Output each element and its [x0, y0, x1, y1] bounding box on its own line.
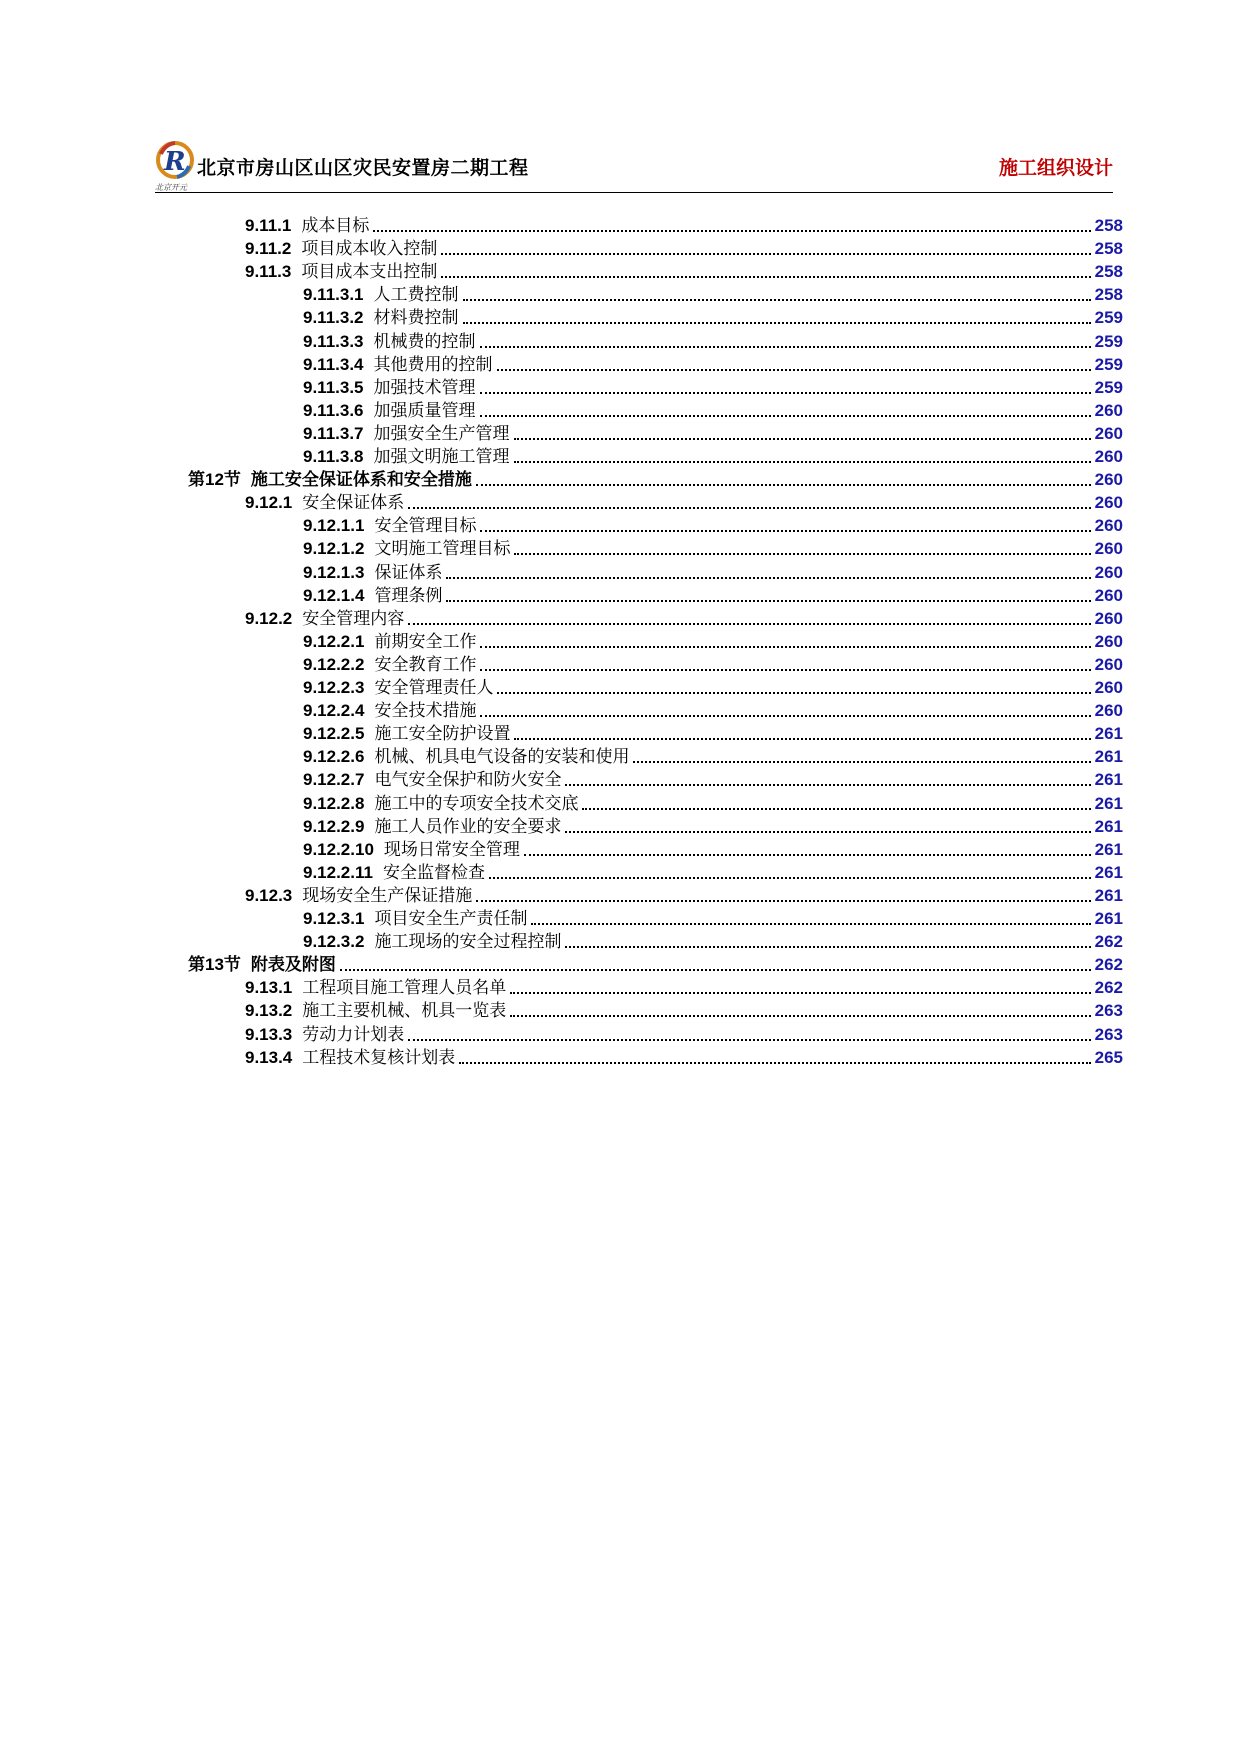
toc-entry-number: 第12节: [188, 470, 241, 490]
toc-entry-title: 安全监督检查: [382, 862, 485, 883]
toc-entry-title: 工程项目施工管理人员名单: [302, 978, 507, 999]
section-title: 施工组织设计: [998, 157, 1113, 179]
toc-entry-title: 项目成本收入控制: [301, 239, 438, 260]
toc-dot-leader: [476, 484, 1091, 486]
toc-entry[interactable]: [303, 653, 1123, 676]
toc-dot-leader: [497, 369, 1091, 371]
toc-entry-page[interactable]: 258: [1094, 216, 1123, 235]
toc-entry-title: 加强文明施工管理: [373, 447, 510, 467]
toc-entry-page[interactable]: 261: [1094, 909, 1123, 928]
toc-entry-page[interactable]: 260: [1094, 562, 1123, 582]
toc-dot-leader: [408, 1039, 1090, 1041]
toc-entry-page[interactable]: 262: [1094, 955, 1123, 975]
toc-entry-title: 项目成本支出控制: [301, 262, 438, 283]
toc-dot-leader: [446, 577, 1090, 579]
toc-entry[interactable]: [245, 214, 1123, 237]
toc-dot-leader: [463, 299, 1091, 301]
toc-entry-number: 9.12.3: [245, 885, 293, 905]
toc-entry-title: 安全保证体系: [302, 493, 405, 514]
toc-dot-leader: [514, 438, 1091, 440]
toc-entry-page[interactable]: 260: [1094, 678, 1123, 697]
toc-entry[interactable]: [303, 722, 1123, 745]
toc-entry[interactable]: [303, 676, 1123, 699]
toc-entry-number: 9.11.3.6: [303, 400, 364, 420]
toc-entry-number: 9.12.2.1: [303, 631, 365, 651]
toc-entry-page[interactable]: 260: [1094, 701, 1123, 721]
toc-dot-leader: [565, 831, 1090, 833]
toc-entry-page[interactable]: 261: [1094, 793, 1123, 813]
toc-entry-page[interactable]: 261: [1094, 724, 1123, 744]
toc-dot-leader: [489, 877, 1091, 879]
toc-entry-number: 9.12.2.11: [303, 862, 373, 882]
toc-entry[interactable]: [303, 584, 1123, 607]
toc-entry[interactable]: [303, 561, 1123, 584]
toc-entry[interactable]: [303, 815, 1123, 838]
toc-entry-page[interactable]: 258: [1094, 285, 1123, 305]
toc-dot-leader: [480, 392, 1091, 394]
toc-entry[interactable]: [245, 1046, 1123, 1069]
toc-dot-leader: [565, 946, 1090, 948]
toc-entry[interactable]: [245, 1023, 1123, 1046]
toc-entry-page[interactable]: 259: [1094, 377, 1123, 397]
toc-entry[interactable]: [303, 445, 1123, 468]
toc-dot-leader: [480, 346, 1091, 348]
toc-entry[interactable]: [303, 838, 1123, 861]
toc-entry-page[interactable]: 265: [1094, 1047, 1123, 1067]
toc-entry-title: 施工安全保证体系和安全措施: [250, 470, 472, 491]
toc-dot-leader: [459, 1062, 1090, 1064]
toc-entry[interactable]: [303, 330, 1123, 353]
toc-entry-number: 9.11.3.7: [303, 423, 364, 443]
toc-entry-number: 9.13.1: [245, 978, 293, 998]
toc-entry-page[interactable]: 261: [1094, 816, 1123, 836]
toc-dot-leader: [441, 276, 1090, 278]
project-title: 北京市房山区山区灾民安置房二期工程: [197, 157, 529, 179]
toc-entry-title: 其他费用的控制: [373, 354, 493, 375]
toc-entry-title: 安全教育工作: [374, 654, 477, 675]
toc-dot-leader: [340, 969, 1091, 971]
toc-entry-number: 9.12.1.4: [303, 585, 365, 605]
toc-entry[interactable]: [303, 630, 1123, 653]
toc-entry[interactable]: [245, 237, 1123, 260]
toc-entry-number: 9.11.3: [245, 262, 292, 282]
toc-entry[interactable]: [303, 353, 1123, 376]
toc-entry-page[interactable]: 260: [1094, 423, 1123, 443]
toc-entry[interactable]: [303, 399, 1123, 422]
toc-entry-title: 保证体系: [374, 562, 443, 583]
toc-dot-leader: [441, 253, 1090, 255]
toc-entry-number: 9.12.2.8: [303, 793, 365, 813]
toc-entry[interactable]: [245, 260, 1123, 283]
toc-entry-title: 加强技术管理: [373, 377, 476, 398]
toc-entry-page[interactable]: 260: [1094, 447, 1123, 466]
toc-entry-page[interactable]: 262: [1094, 932, 1123, 952]
toc-entry-title: 劳动力计划表: [302, 1024, 405, 1045]
toc-dot-leader: [582, 808, 1090, 810]
toc-entry[interactable]: [303, 768, 1123, 791]
toc-entry-title: 人工费控制: [373, 285, 459, 306]
toc-dot-leader: [497, 692, 1090, 694]
toc-entry-number: 9.12.2.7: [303, 770, 365, 790]
toc-entry-page[interactable]: 261: [1094, 747, 1123, 767]
toc-entry-number: 9.12.1.3: [303, 562, 365, 582]
toc-entry-number: 9.12.2.3: [303, 678, 365, 697]
toc-dot-leader: [565, 784, 1090, 786]
toc-entry[interactable]: [303, 930, 1123, 953]
toc-dot-leader: [524, 854, 1091, 856]
company-logo: [155, 140, 195, 192]
toc-entry-page[interactable]: 260: [1094, 608, 1123, 628]
toc-entry-number: 9.12.2.5: [303, 724, 365, 744]
toc-entry-number: 9.12.2.6: [303, 747, 365, 767]
toc-entry-page[interactable]: 260: [1094, 585, 1123, 605]
toc-entry-number: 9.12.2.2: [303, 654, 365, 674]
toc-entry[interactable]: [303, 907, 1123, 930]
toc-entry-page[interactable]: 258: [1094, 239, 1123, 259]
toc-entry-page[interactable]: 260: [1094, 493, 1123, 513]
toc-entry-number: 9.13.2: [245, 1001, 293, 1021]
toc-entry-number: 9.12.3.1: [303, 909, 365, 928]
toc-entry-title: 现场安全生产保证措施: [302, 885, 473, 906]
toc-entry-page[interactable]: 260: [1094, 400, 1123, 420]
toc-entry-page[interactable]: 260: [1094, 539, 1123, 559]
toc-entry[interactable]: [303, 514, 1123, 537]
toc-entry-title: 施工主要机械、机具一览表: [302, 1001, 507, 1022]
toc-entry-title: 施工中的专项安全技术交底: [374, 793, 579, 814]
svg-text:R: R: [164, 147, 186, 177]
toc-entry-title: 加强安全生产管理: [373, 423, 510, 444]
toc-dot-leader: [510, 992, 1090, 994]
toc-entry-page[interactable]: 262: [1094, 978, 1123, 998]
toc-entry-number: 9.11.3.8: [303, 447, 364, 466]
toc-entry[interactable]: [245, 976, 1123, 999]
toc-entry-title: 文明施工管理目标: [374, 539, 511, 560]
toc-dot-leader: [633, 761, 1090, 763]
toc-entry-page[interactable]: 260: [1094, 470, 1123, 490]
toc-dot-leader: [531, 923, 1090, 925]
toc-entry-page[interactable]: 260: [1094, 516, 1123, 536]
toc-entry-title: 安全管理责任人: [374, 678, 494, 698]
toc-dot-leader: [480, 530, 1090, 532]
toc-entry[interactable]: [245, 491, 1123, 514]
toc-entry[interactable]: [303, 422, 1123, 445]
toc-dot-leader: [480, 646, 1090, 648]
toc-entry-title: 施工安全防护设置: [374, 724, 511, 745]
toc-dot-leader: [514, 738, 1090, 740]
toc-entry-title: 机械、机具电气设备的安装和使用: [374, 747, 630, 768]
page-header: [155, 136, 1113, 194]
toc-dot-leader: [408, 507, 1090, 509]
header-divider: [155, 192, 1113, 193]
toc-entry-number: 9.12.2.9: [303, 816, 365, 836]
toc-entry-number: 9.11.3.5: [303, 377, 364, 397]
toc-dot-leader: [514, 553, 1090, 555]
toc-entry[interactable]: [303, 306, 1123, 329]
toc-entry-page[interactable]: 263: [1094, 1024, 1123, 1044]
toc-entry[interactable]: [303, 537, 1123, 560]
toc-entry-title: 成本目标: [301, 216, 370, 236]
toc-entry-title: 安全管理目标: [374, 516, 477, 537]
toc-entry-page[interactable]: 261: [1094, 839, 1123, 859]
toc-dot-leader: [514, 461, 1091, 463]
toc-entry-number: 9.11.3.2: [303, 308, 364, 328]
toc-entry-number: 9.12.1.1: [303, 516, 365, 536]
toc-entry-number: 9.12.2.4: [303, 701, 365, 721]
toc-entry[interactable]: [303, 376, 1123, 399]
svg-text:北京开元: 北京开元: [155, 183, 187, 192]
toc-entry-number: 9.13.4: [245, 1047, 293, 1067]
toc-entry-title: 前期安全工作: [374, 631, 477, 652]
toc-entry-title: 施工人员作业的安全要求: [374, 816, 562, 837]
toc-entry-title: 工程技术复核计划表: [302, 1047, 456, 1068]
toc-entry-number: 9.11.3.3: [303, 331, 364, 351]
toc-entry-title: 施工现场的安全过程控制: [374, 932, 562, 953]
toc-entry-page[interactable]: 259: [1094, 354, 1123, 374]
toc-dot-leader: [446, 600, 1090, 602]
toc-dot-leader: [480, 715, 1090, 717]
toc-entry-title: 电气安全保护和防火安全: [374, 770, 562, 791]
toc-entry-number: 9.12.2: [245, 608, 293, 628]
toc-entry[interactable]: [303, 283, 1123, 306]
toc-entry[interactable]: [303, 792, 1123, 815]
toc-entry-number: 9.12.1.2: [303, 539, 365, 559]
toc-entry[interactable]: [245, 884, 1123, 907]
toc-dot-leader: [480, 415, 1091, 417]
toc-entry-number: 9.11.3.4: [303, 354, 364, 374]
toc-entry[interactable]: [245, 999, 1123, 1022]
toc-entry-page[interactable]: 258: [1094, 262, 1123, 282]
toc-entry-page[interactable]: 261: [1094, 885, 1123, 905]
toc-entry-page[interactable]: 259: [1094, 331, 1123, 351]
toc-entry[interactable]: [303, 745, 1123, 768]
toc-entry-title: 材料费控制: [373, 308, 459, 329]
toc-entry[interactable]: [188, 953, 1123, 976]
toc-entry-title: 项目安全生产责任制: [374, 909, 528, 929]
toc-entry-number: 9.13.3: [245, 1024, 293, 1044]
toc-entry-number: 9.11.2: [245, 239, 292, 259]
toc-entry[interactable]: [303, 861, 1123, 884]
toc-entry[interactable]: [188, 468, 1123, 491]
toc-entry-title: 附表及附图: [250, 955, 336, 976]
toc-entry-number: 9.12.3.2: [303, 932, 365, 952]
toc-dot-leader: [408, 623, 1090, 625]
toc-entry-page[interactable]: 260: [1094, 631, 1123, 651]
toc-entry[interactable]: [303, 699, 1123, 722]
toc-entry-title: 安全管理内容: [302, 608, 405, 629]
toc-entry-number: 9.12.2.10: [303, 839, 374, 859]
toc-entry-title: 加强质量管理: [373, 400, 476, 421]
toc-entry-number: 9.12.1: [245, 493, 293, 513]
toc-entry-title: 管理条例: [374, 585, 443, 606]
toc-entry-page[interactable]: 259: [1094, 308, 1123, 328]
toc-entry-title: 安全技术措施: [374, 701, 477, 722]
toc-entry[interactable]: [245, 607, 1123, 630]
toc-dot-leader: [480, 669, 1090, 671]
toc-dot-leader: [476, 900, 1090, 902]
toc-dot-leader: [463, 322, 1091, 324]
toc-entry-number: 9.11.1: [245, 216, 292, 235]
toc-entry-page[interactable]: 261: [1094, 770, 1123, 790]
toc-entry-page[interactable]: 263: [1094, 1001, 1123, 1021]
toc-entry-title: 现场日常安全管理: [383, 839, 520, 860]
toc-entry-title: 机械费的控制: [373, 331, 476, 352]
toc-dot-leader: [510, 1015, 1090, 1017]
toc-entry-number: 9.11.3.1: [303, 285, 364, 305]
toc-entry-page[interactable]: 261: [1094, 862, 1123, 882]
toc-entry-page[interactable]: 260: [1094, 654, 1123, 674]
toc-dot-leader: [373, 230, 1090, 232]
toc-entry-number: 第13节: [188, 955, 241, 975]
